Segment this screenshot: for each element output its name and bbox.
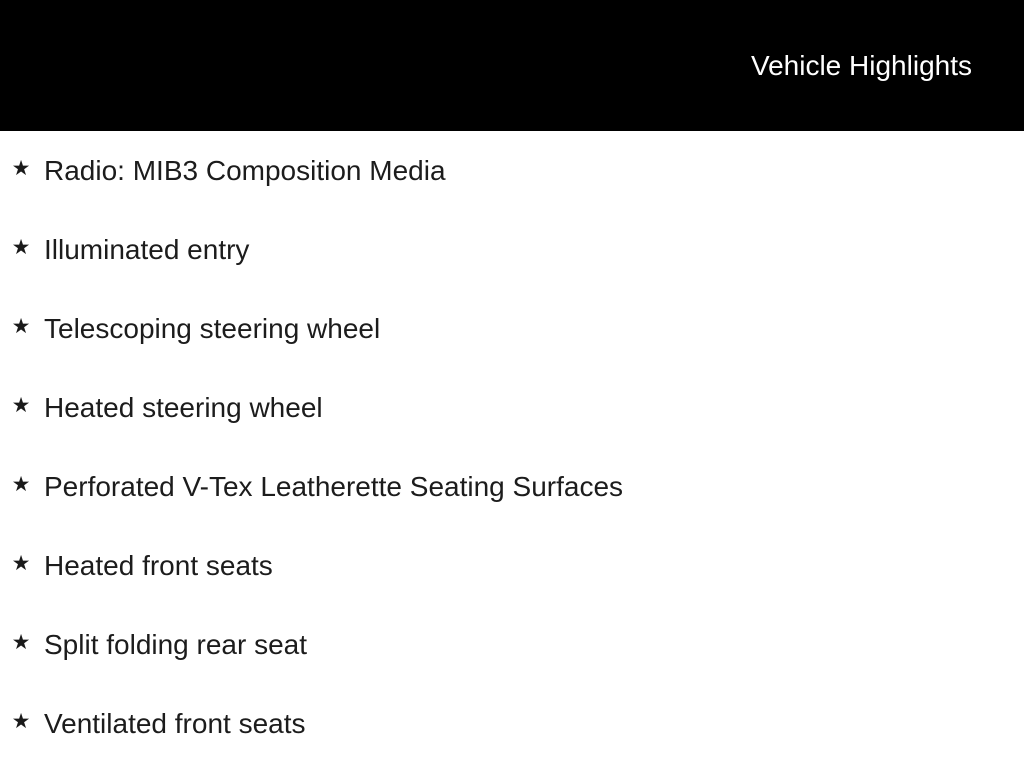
highlight-label: Radio: MIB3 Composition Media bbox=[44, 155, 446, 186]
list-item bbox=[0, 151, 1024, 191]
star-icon: ★ bbox=[11, 156, 31, 180]
highlight-label: Illuminated entry bbox=[44, 234, 250, 265]
list-item bbox=[0, 309, 1024, 349]
highlight-label: Perforated V-Tex Leatherette Seating Surfaces bbox=[44, 471, 624, 502]
star-icon: ★ bbox=[11, 630, 31, 654]
star-icon: ★ bbox=[11, 235, 31, 259]
header-bar bbox=[0, 0, 1024, 131]
highlight-label: Telescoping steering wheel bbox=[44, 313, 381, 344]
list-item bbox=[0, 388, 1024, 428]
star-icon: ★ bbox=[11, 393, 31, 417]
list-item bbox=[0, 704, 1024, 744]
list-item bbox=[0, 625, 1024, 665]
highlight-label: Split folding rear seat bbox=[44, 629, 308, 660]
list-item bbox=[0, 467, 1024, 507]
page-title: Vehicle Highlights bbox=[750, 50, 972, 81]
list-item bbox=[0, 230, 1024, 270]
list-item bbox=[0, 546, 1024, 586]
star-icon: ★ bbox=[11, 472, 31, 496]
star-icon: ★ bbox=[11, 709, 31, 733]
highlight-label: Heated front seats bbox=[44, 550, 273, 581]
star-icon: ★ bbox=[11, 551, 31, 575]
star-icon: ★ bbox=[11, 314, 31, 338]
highlight-label: Heated steering wheel bbox=[44, 392, 323, 423]
highlight-label: Ventilated front seats bbox=[44, 708, 306, 739]
